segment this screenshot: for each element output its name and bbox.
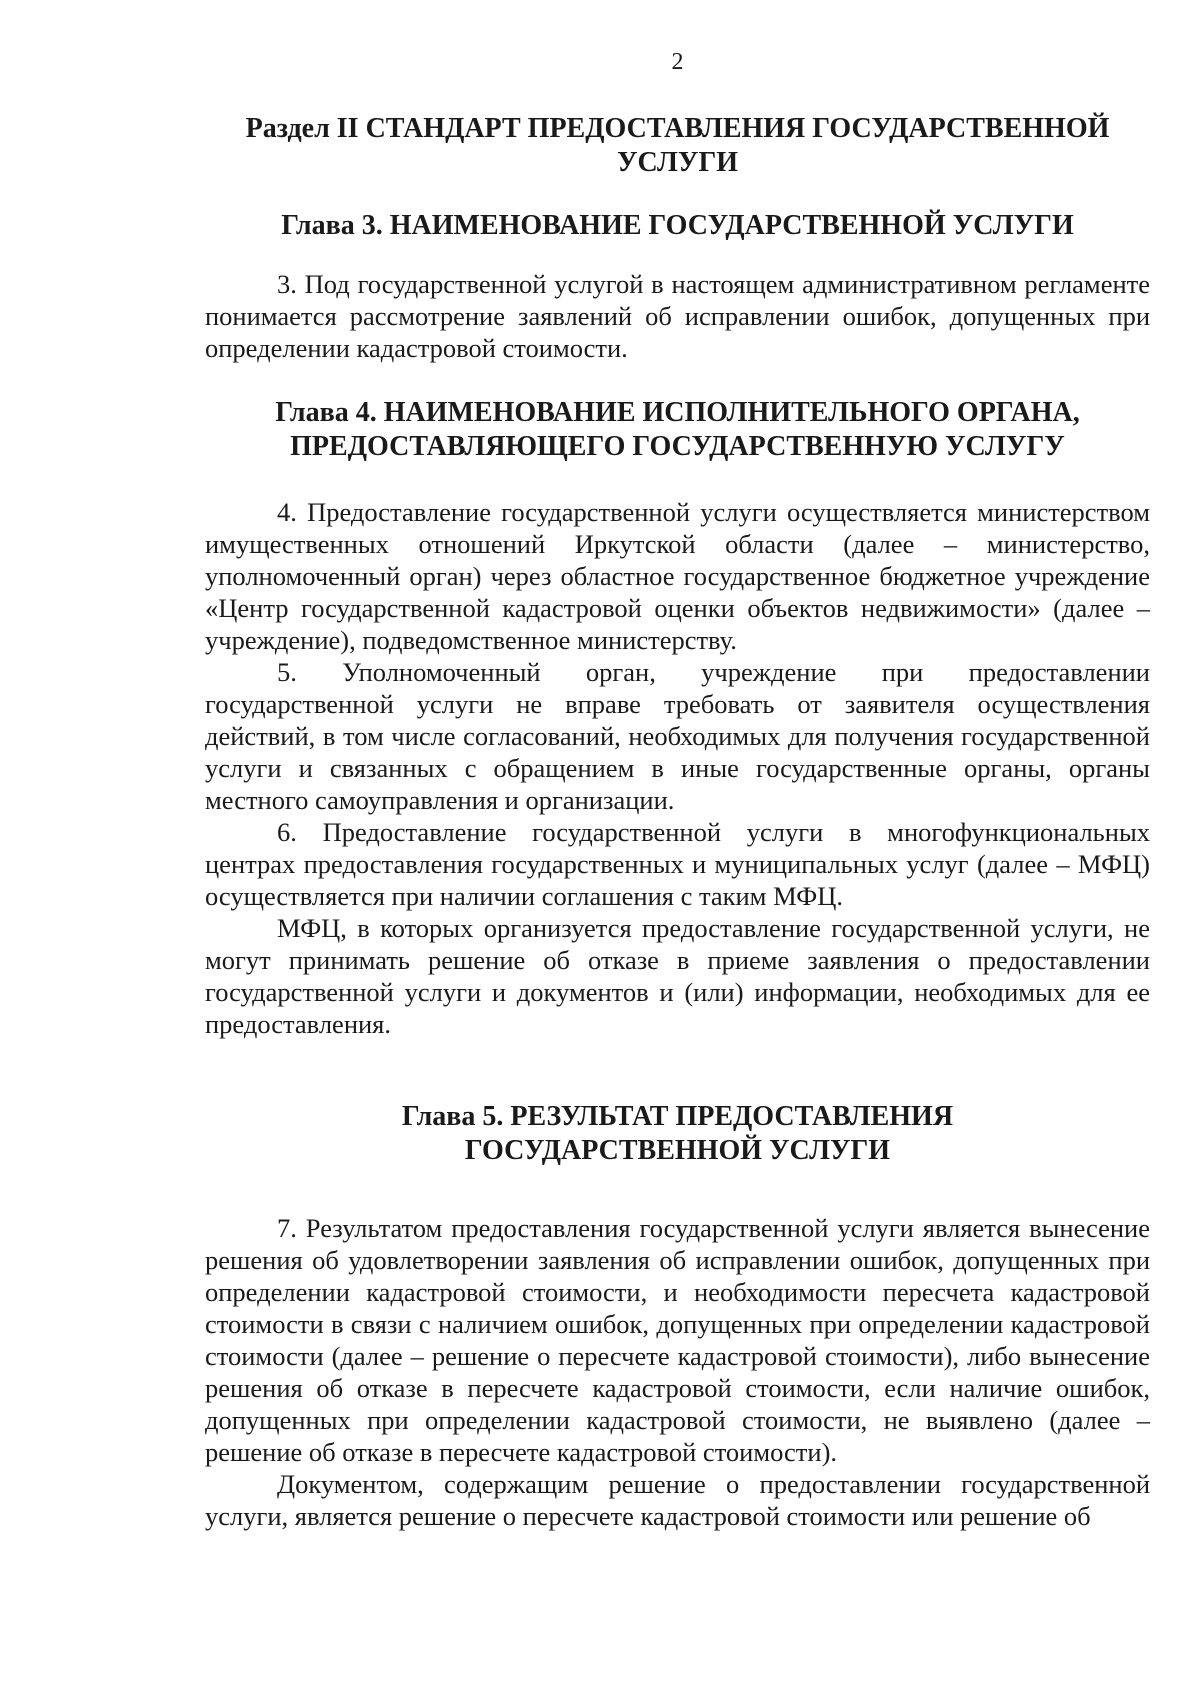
paragraph-6: 6. Предоставление государственной услуги в многофункциональных центрах предоставления государственных и муниципальных услуг (далее – МФЦ) осуществляется при наличии соглашения с таким МФЦ. — [205, 817, 1150, 911]
paragraph-4: 4. Предоставление государственной услуги осуществляется министерством имущественных отношений Иркутской области (далее – министерство, уполномоченный орган) через областное государственное бюджетное учреждение «Центр государственной кадастровой оценки объектов недвижимости» (далее – учреждение), подведомственное министерству. — [205, 497, 1150, 655]
page-number: 2 — [671, 49, 684, 75]
paragraph-3: 3. Под государственной услугой в настоящем административном регламенте понимается рассмотрение заявлений об исправлении ошибок, допущенных при определении кадастровой стоимости. — [205, 269, 1150, 363]
section-title: Раздел II СТАНДАРТ ПРЕДОСТАВЛЕНИЯ ГОСУДАРСТВЕННОЙ УСЛУГИ — [245, 113, 1110, 178]
paragraph-7-document: Документом, содержащим решение о предоставлении государственной услуги, является решение о пересчете кадастровой стоимости или решение об — [205, 1469, 1150, 1531]
paragraph-7: 7. Результатом предоставления государственной услуги является вынесение решения об удовлетворении заявления об исправлении ошибок, допущенных при определении кадастровой стоимости, и необходимости пересчета кадастровой стоимости в связи с наличием ошибок, допущенных при определении кадастровой стоимости (далее – решение о пересчете кадастровой стоимости), либо вынесение решения об отказе в пересчете кадастровой стоимости, если наличие ошибок, допущенных при определении кадастровой стоимости, не выявлено (далее – решение об отказе в пересчете кадастровой стоимости). — [205, 1213, 1150, 1467]
chapter-4-body — [205, 496, 1150, 1040]
chapter-4-title: Глава 4. НАИМЕНОВАНИЕ ИСПОЛНИТЕЛЬНОГО ОРГАНА, ПРЕДОСТАВЛЯЮЩЕГО ГОСУДАРСТВЕННУЮ УСЛУГУ — [275, 397, 1080, 462]
paragraph-5: 5. Уполномоченный орган, учреждение при предоставлении государственной услуги не вправе требовать от заявителя осуществления действий, в том числе согласований, необходимых для получения государственной услуги и связанных с обращением в иные государственные органы, органы местного самоуправления и организации. — [205, 657, 1150, 815]
paragraph-6-mfc: МФЦ, в которых организуется предоставление государственной услуги, не могут принимать решение об отказе в приеме заявления о предоставлении государственной услуги и документов и (или) информации, необходимых для ее предоставления. — [205, 913, 1150, 1039]
chapter-5-body — [205, 1212, 1150, 1532]
chapter-3-body — [205, 268, 1150, 364]
chapter-5-title: Глава 5. РЕЗУЛЬТАТ ПРЕДОСТАВЛЕНИЯ ГОСУДАРСТВЕННОЙ УСЛУГИ — [401, 1101, 954, 1166]
chapter-3-title: Глава 3. НАИМЕНОВАНИЕ ГОСУДАРСТВЕННОЙ УСЛУГИ — [281, 210, 1074, 241]
